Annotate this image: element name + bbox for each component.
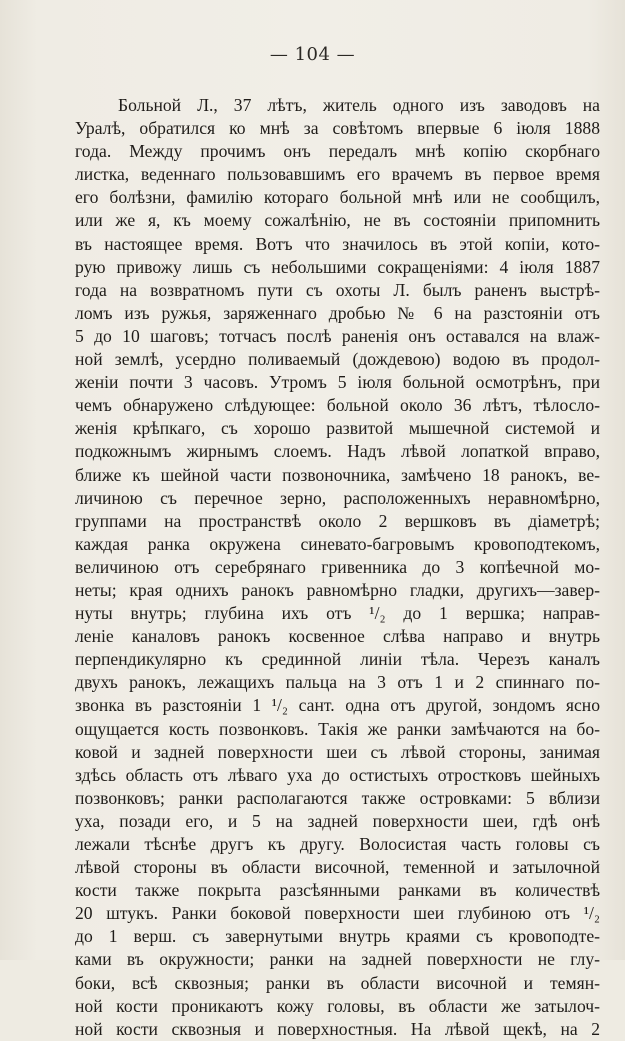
text-line: Больной Л., 37 лѣтъ, житель одного изъ заводовъ на [118,95,600,115]
text-line: женія крѣпкаго, съ хорошо развитой мышечной системой и [75,418,600,439]
page-number: — 104 — [269,44,356,65]
text-line: 20 штукъ. Ранки боковой поверхности шеи глубиною отъ ¹/₂ [75,903,600,924]
text-line: года на возвратномъ пути съ охоты Л. былъ раненъ выстрѣ- [75,279,600,300]
text-line: неты; края однихъ ранокъ равномѣрно гладки, другихъ—завер- [75,579,600,600]
text-line: группами на пространствѣ около 2 вершковъ въ діаметрѣ; [75,510,600,531]
text-line: листка, веденнаго пользовавшимъ его врачемъ въ первое время [75,164,600,185]
text-line: ной кости проникаютъ кожу головы, въ области же затылоч- [75,995,600,1016]
text-line: позвонковъ; ранки располагаются также островками: 5 вблизи [75,787,600,808]
text-line: двухъ ранокъ, лежащихъ пальца на 3 отъ 1 и 2 спиннаго по- [75,672,600,693]
text-line: ной землѣ, усердно поливаемый (дождевою) водою въ продол- [75,349,600,370]
text-line: нуты внутрь; глубина ихъ отъ ¹/₂ до 1 вершка; направ- [75,603,600,624]
text-line: до 1 верш. съ завернутыми внутрь краями съ кровоподте- [75,926,600,947]
text-line: лѣвой стороны въ области височной, теменной и затылочной [75,857,600,878]
text-line: каждая ранка окружена синевато-багровымъ кровоподтекомъ, [75,533,600,554]
text-line: лежали тѣснѣе другъ къ другу. Волосистая часть головы съ [75,834,600,854]
text-line: леніе каналовъ ранокъ косвенное слѣва направо и внутрь [75,626,600,647]
text-line: ками въ окружности; ранки на задней поверхности не глу- [75,949,600,970]
text-line: ощущается кость позвонковъ. Такія же ранки замѣчаются на бо- [75,718,600,739]
text-line: кости также покрыта разсѣянными ранками въ количествѣ [75,880,600,901]
text-line: подкожнымъ жирнымъ слоемъ. Надъ лѣвой лопаткой вправо, [75,441,600,462]
text-line: боки, всѣ сквозныя; ранки въ области височной и темян- [75,972,600,993]
text-line: рую привожу лишь съ небольшими сокращеніями: 4 іюля 1887 [75,256,600,277]
text-line: ковой и задней поверхности шеи съ лѣвой стороны, занимая [75,741,600,762]
text-line: Уралѣ, обратился ко мнѣ за совѣтомъ впервые 6 іюля 1888 [75,118,600,139]
text-line: года. Между прочимъ онъ передалъ мнѣ копію скорбнаго [75,141,600,162]
text-line: величиною отъ серебрянаго гривенника до 3 копѣечной мо- [75,556,600,577]
text-line: женіи почти 3 часовъ. Утромъ 5 іюля больной осмотрѣнъ, при [75,372,600,393]
text-line: уха, позади его, и 5 на задней поверхности шеи, гдѣ онѣ [75,810,600,831]
text-line: ломъ изъ ружья, заряженнаго дробью № 6 на разстояніи отъ [75,302,600,323]
body-text [75,94,600,1041]
text-line: или же я, къ моему сожалѣнію, не въ состояніи припомнить [75,210,600,231]
text-line: звонка въ разстояніи 1 ¹/₂ сант. одна отъ другой, зондомъ ясно [75,695,600,716]
text-line: чемъ обнаружено слѣдующее: больной около 36 лѣтъ, тѣлосло- [75,395,600,416]
text-line: 5 до 10 шаговъ; тотчасъ послѣ раненія онъ оставался на влаж- [75,325,600,346]
text-line: ной кости сквозныя и поверхностныя. На лѣвой щекѣ, на 2 [75,1018,600,1039]
text-line: здѣсь область отъ лѣваго уха до остистыхъ отростковъ шейныхъ [75,764,600,785]
text-line: его болѣзни, фамилію котораго больной мнѣ или не сообщилъ, [75,187,600,208]
text-line: ближе къ шейной части позвоночника, замѣчено 18 ранокъ, ве- [75,464,600,485]
text-line: въ настоящее время. Вотъ что значилось въ этой копіи, кото- [75,233,600,254]
text-line: личиною съ перечное зерно, расположенныхъ неравномѣрно, [75,487,600,508]
text-line: перпендикулярно къ срединной линіи тѣла. Черезъ каналъ [75,649,600,670]
